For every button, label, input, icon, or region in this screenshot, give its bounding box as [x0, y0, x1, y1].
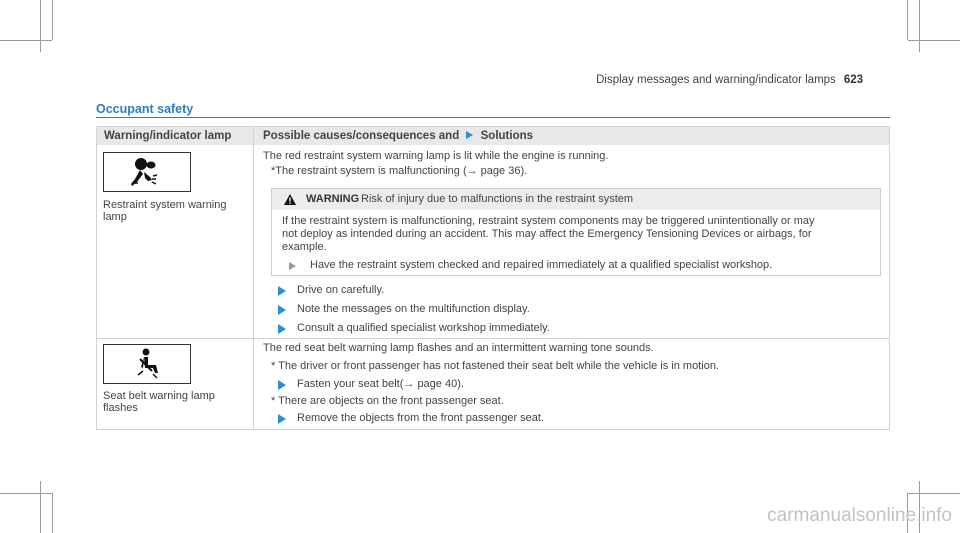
- action-item: Note the messages on the multifunction display.: [297, 303, 530, 315]
- running-head-title: Display messages and warning/indicator lamps: [596, 74, 836, 86]
- restraint-cause: *The restraint system is malfunctioning (→ page 36).: [271, 165, 528, 177]
- warning-body: example.: [282, 241, 327, 253]
- action-item: Consult a qualified specialist workshop immediately.: [297, 322, 550, 334]
- crop-mark: [52, 493, 53, 533]
- warning-box-header: [272, 189, 880, 210]
- table-header: [97, 127, 889, 145]
- warning-action: Have the restraint system checked and repaired immediately at a qualified specialist workshop.: [310, 259, 773, 271]
- crop-mark: [52, 0, 53, 40]
- warning-body: not deploy as intended during an accident. This may affect the Emergency Tensioning Devices or airbags, for: [282, 228, 812, 240]
- arrow-icon: [278, 414, 286, 424]
- seat-belt-lamp: [103, 344, 191, 384]
- crop-mark: [919, 0, 920, 52]
- crop-mark: [40, 481, 41, 533]
- crop-mark: [908, 493, 960, 494]
- arrow-icon: [466, 131, 473, 139]
- warning-title-text: Risk of injury due to malfunctions in the restraint system: [361, 193, 634, 205]
- arrow-icon: [278, 286, 286, 296]
- seat-belt-icon: [104, 345, 190, 383]
- warning-body: If the restraint system is malfunctioning, restraint system components may be triggered unintentionally or may: [282, 215, 815, 227]
- crop-mark: [0, 493, 52, 494]
- action-item: Drive on carefully.: [297, 284, 385, 296]
- column-divider: [253, 127, 254, 429]
- seat-belt-lamp-label: Seat belt warning lamp flashes: [103, 390, 215, 414]
- arrow-icon: [289, 262, 296, 270]
- action-item: Fasten your seat belt(→ page 40).: [297, 378, 464, 390]
- arrow-icon: [278, 380, 286, 390]
- seat-belt-intro: The red seat belt warning lamp flashes and an intermittent warning tone sounds.: [263, 342, 654, 354]
- crop-mark: [0, 40, 52, 41]
- warning-triangle-icon: [284, 194, 296, 205]
- header-causes: Possible causes/consequences and Solutions: [263, 130, 534, 142]
- section-rule: [96, 117, 890, 118]
- restraint-system-lamp: [103, 152, 191, 192]
- lamp-table: [96, 126, 890, 430]
- running-head: [596, 74, 863, 86]
- restraint-system-icon: [104, 153, 190, 191]
- watermark: carmanualsonline.info: [767, 505, 952, 526]
- crop-mark: [907, 0, 908, 40]
- restraint-lamp-label: Restraint system warning lamp: [103, 199, 227, 223]
- page-number: 623: [843, 74, 863, 86]
- warning-box: [271, 188, 881, 276]
- crop-mark: [40, 0, 41, 52]
- section-title: Occupant safety: [96, 102, 194, 116]
- seat-belt-cause: * There are objects on the front passenger seat.: [271, 395, 504, 407]
- action-item: Remove the objects from the front passenger seat.: [297, 412, 545, 424]
- seat-belt-cause: * The driver or front passenger has not fastened their seat belt while the vehicle is in motion.: [271, 360, 719, 372]
- crop-mark: [908, 40, 960, 41]
- header-lamp: Warning/indicator lamp: [104, 130, 232, 142]
- restraint-intro: The red restraint system warning lamp is lit while the engine is running.: [263, 150, 609, 162]
- warning-title: WARNING: [306, 193, 360, 205]
- arrow-icon: [278, 305, 286, 315]
- arrow-icon: [278, 324, 286, 334]
- row-divider: [97, 338, 889, 339]
